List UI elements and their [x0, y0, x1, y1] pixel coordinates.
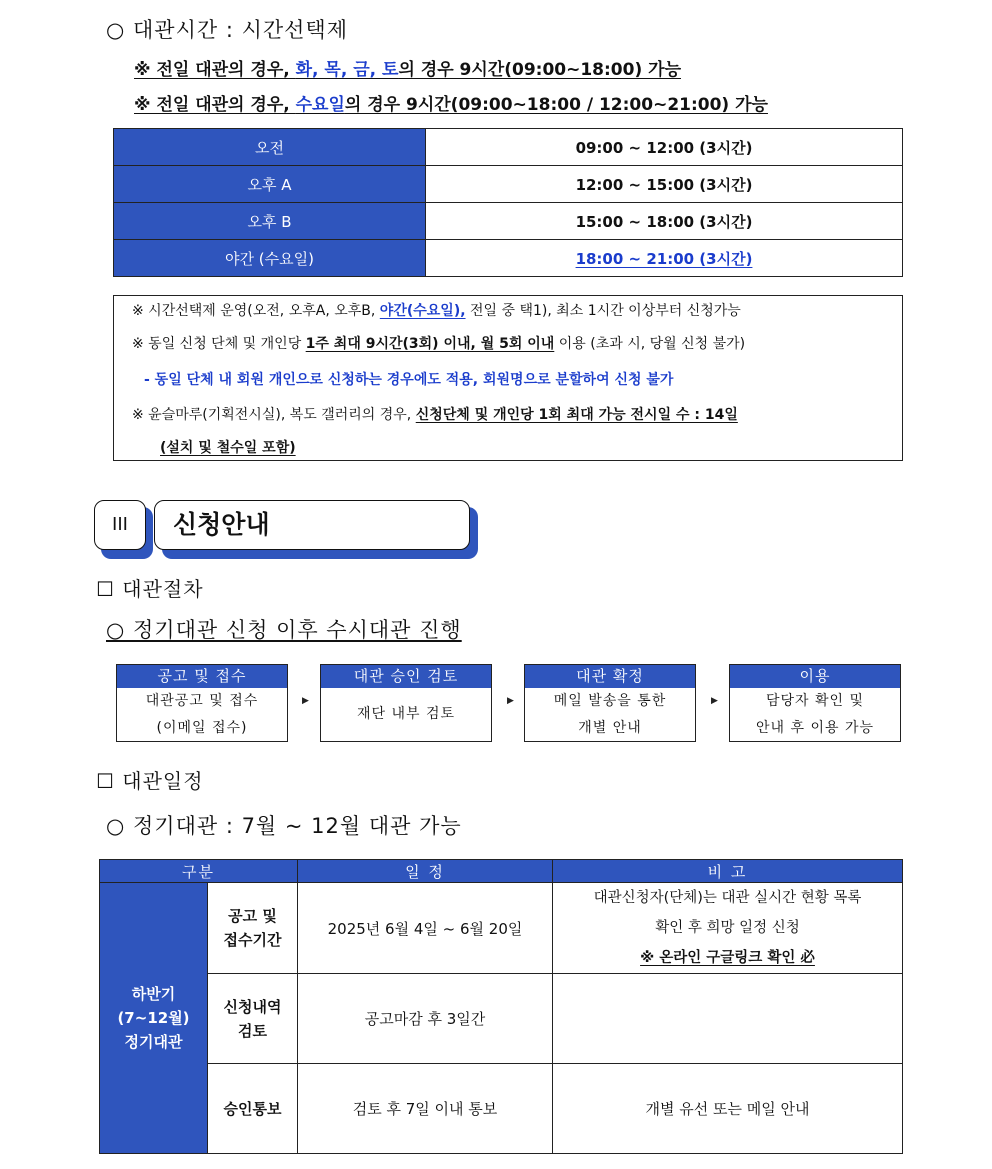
schedule-table [99, 859, 903, 1154]
schedule-heading: ☐ 대관일정 [96, 769, 204, 793]
arrow-right-icon: ▶ [507, 696, 514, 706]
flow-step-title: 이용 [730, 665, 900, 688]
note-time-system: ※ 시간선택제 운영(오전, 오후A, 오후B, 야간(수요일), 전일 중 택1), 최소 1시간 이상부터 신청가능 [132, 303, 741, 319]
flow-step-use [729, 664, 901, 742]
note-member-rule: - 동일 단체 내 회원 개인으로 신청하는 경우에도 적용, 회원명으로 분할하여 신청 불가 [144, 372, 674, 388]
flow-step-line: 메일 발송을 통한 [553, 693, 667, 709]
procedure-heading: ☐ 대관절차 [96, 577, 204, 601]
slot-label: 오후 B [114, 203, 426, 240]
row-schedule: 공고마감 후 3일간 [298, 974, 553, 1064]
flow-step-title: 대관 승인 검토 [321, 665, 491, 688]
slot-value: 15:00 ~ 18:00 (3시간) [426, 203, 903, 240]
slot-label: 야간 (수요일) [114, 240, 426, 277]
table-row [114, 203, 903, 240]
arrow-right-icon: ▶ [711, 696, 718, 706]
note-full-day-2: ※ 전일 대관의 경우, 수요일의 경우 9시간(09:00~18:00 / 12:00~21:00) 가능 [134, 95, 768, 115]
header-category: 구분 [100, 860, 298, 883]
row-category: 승인통보 [208, 1064, 298, 1154]
flow-step-line: (이메일 접수) [156, 720, 248, 736]
table-row [100, 883, 903, 974]
flow-step-confirm [524, 664, 696, 742]
table-row [114, 166, 903, 203]
row-remark: 개별 유선 또는 메일 안내 [553, 1064, 903, 1154]
table-row [114, 240, 903, 277]
time-system-heading: ○ 대관시간 : 시간선택제 [106, 18, 348, 42]
flow-step-line: 대관공고 및 접수 [145, 693, 259, 709]
row-schedule: 검토 후 7일 이내 통보 [298, 1064, 553, 1154]
note-gallery-include: (설치 및 철수일 포함) [160, 440, 296, 456]
row-remark: 대관신청자(단체)는 대관 실시간 현황 목록 확인 후 희망 일정 신청 ※ 온라인 구글링크 확인 必 [553, 883, 903, 974]
table-row [100, 974, 903, 1064]
header-schedule: 일 정 [298, 860, 553, 883]
flow-step-line: 안내 후 이용 가능 [755, 720, 875, 736]
time-slot-table [113, 128, 903, 277]
flow-step-line: 재단 내부 검토 [356, 706, 456, 722]
notes-box [113, 295, 903, 461]
procedure-sub-heading: ○ 정기대관 신청 이후 수시대관 진행 [106, 618, 462, 642]
slot-value: 12:00 ~ 15:00 (3시간) [426, 166, 903, 203]
flow-step-title: 대관 확정 [525, 665, 695, 688]
schedule-sub-heading: ○ 정기대관 : 7월 ~ 12월 대관 가능 [106, 814, 462, 838]
row-category: 신청내역 검토 [208, 974, 298, 1064]
header-remark: 비 고 [553, 860, 903, 883]
slot-value: 09:00 ~ 12:00 (3시간) [426, 129, 903, 166]
flow-step-announce [116, 664, 288, 742]
row-remark [553, 974, 903, 1064]
slot-label: 오전 [114, 129, 426, 166]
flow-step-review [320, 664, 492, 742]
flow-step-title: 공고 및 접수 [117, 665, 287, 688]
flow-step-line: 담당자 확인 및 [765, 693, 865, 709]
row-category: 공고 및 접수기간 [208, 883, 298, 974]
row-schedule: 2025년 6월 4일 ~ 6월 20일 [298, 883, 553, 974]
section-number: III [94, 500, 146, 550]
period-label: 하반기 (7~12월) 정기대관 [100, 883, 208, 1154]
arrow-right-icon: ▶ [302, 696, 309, 706]
slot-label: 오후 A [114, 166, 426, 203]
note-gallery: ※ 윤슬마루(기획전시실), 복도 갤러리의 경우, 신청단체 및 개인당 1회 최대 가능 전시일 수 : 14일 [132, 407, 738, 423]
slot-value: 18:00 ~ 21:00 (3시간) [575, 249, 753, 268]
flow-step-line: 개별 안내 [578, 720, 642, 736]
note-full-day-1: ※ 전일 대관의 경우, 화, 목, 금, 토의 경우 9시간(09:00~18:00) 가능 [134, 60, 681, 80]
table-row [100, 1064, 903, 1154]
note-limit: ※ 동일 신청 단체 및 개인당 1주 최대 9시간(3회) 이내, 월 5회 이내 이용 (초과 시, 당월 신청 불가) [132, 336, 746, 352]
table-row [114, 129, 903, 166]
section-title: 신청안내 [154, 500, 470, 550]
table-header-row [100, 860, 903, 883]
